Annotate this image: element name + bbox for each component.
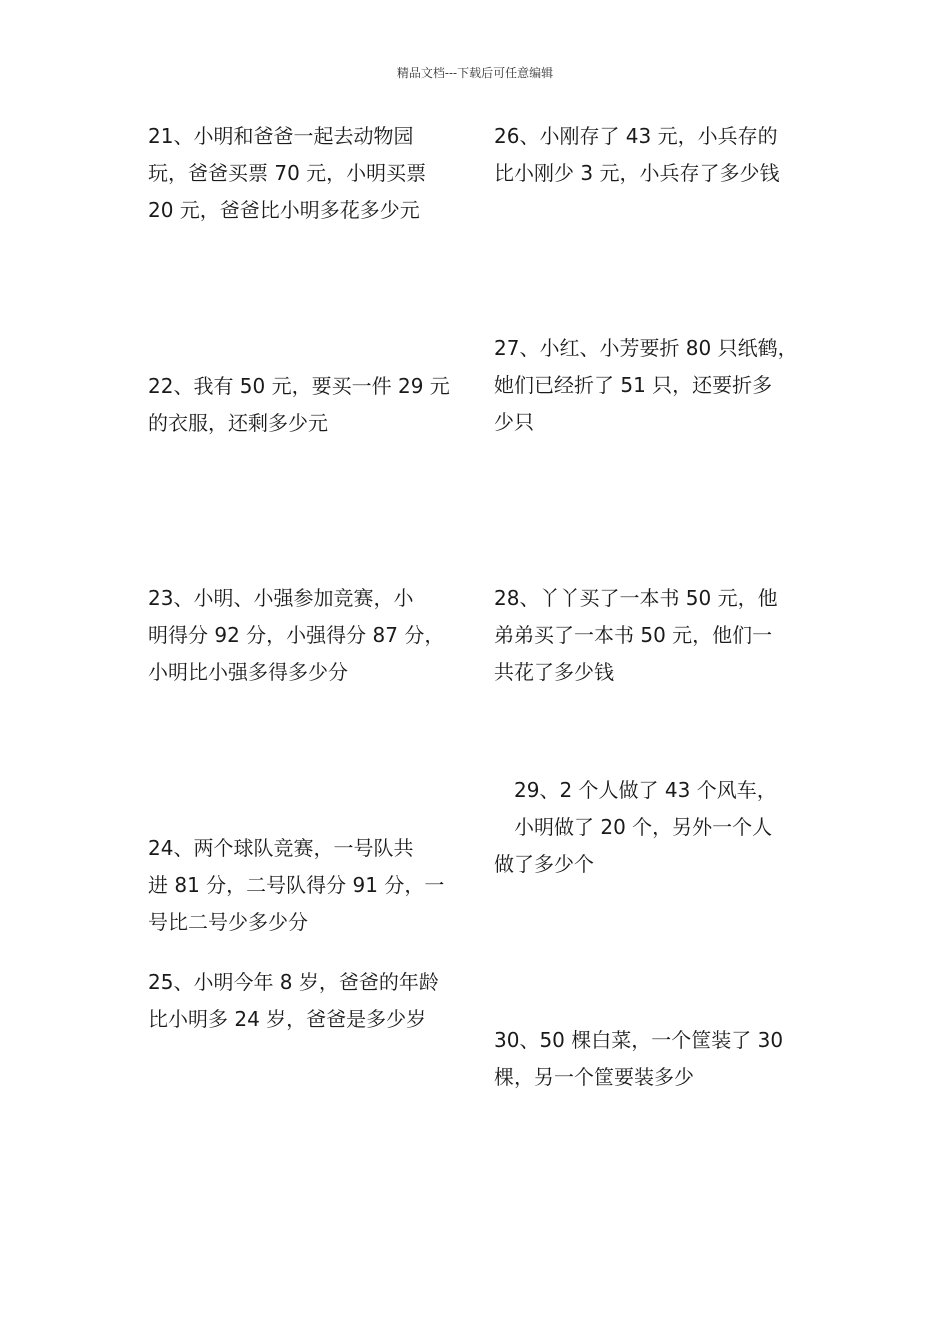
- question-26: 26、小刚存了 43 元，小兵存的 比小刚少 3 元，小兵存了多少钱: [494, 124, 780, 185]
- question-25: 25、小明今年 8 岁，爸爸的年龄 比小明多 24 岁，爸爸是多少岁: [148, 970, 439, 1031]
- page-header: 精品文档---下载后可任意编辑: [396, 66, 554, 80]
- question-29: 29、2 个人做了 43 个风车， 小明做了 20 个，另外一个人 做了多少个: [494, 778, 777, 876]
- question-28: 28、丫丫买了一本书 50 元，他 弟弟买了一本书 50 元，他们一 共花了多少钱: [494, 586, 778, 684]
- question-24: 24、两个球队竞赛，一号队共 进 81 分，二号队得分 91 分，一 号比二号少多少分: [148, 836, 445, 934]
- question-27: 27、小红、小芳要折 80 只纸鹤， 她们已经折了 51 只，还要折多 少只: [494, 336, 798, 434]
- question-30: 30、50 棵白菜，一个筐装了 30 棵，另一个筐要装多少: [494, 1028, 784, 1089]
- question-23: 23、小明、小强参加竞赛，小 明得分 92 分，小强得分 87 分， 小明比小强多得多少分: [148, 586, 445, 684]
- question-22: 22、我有 50 元，要买一件 29 元 的衣服，还剩多少元: [148, 374, 450, 435]
- question-21: 21、小明和爸爸一起去动物园 玩，爸爸买票 70 元，小明买票 20 元，爸爸比小明多花多少元: [148, 124, 427, 222]
